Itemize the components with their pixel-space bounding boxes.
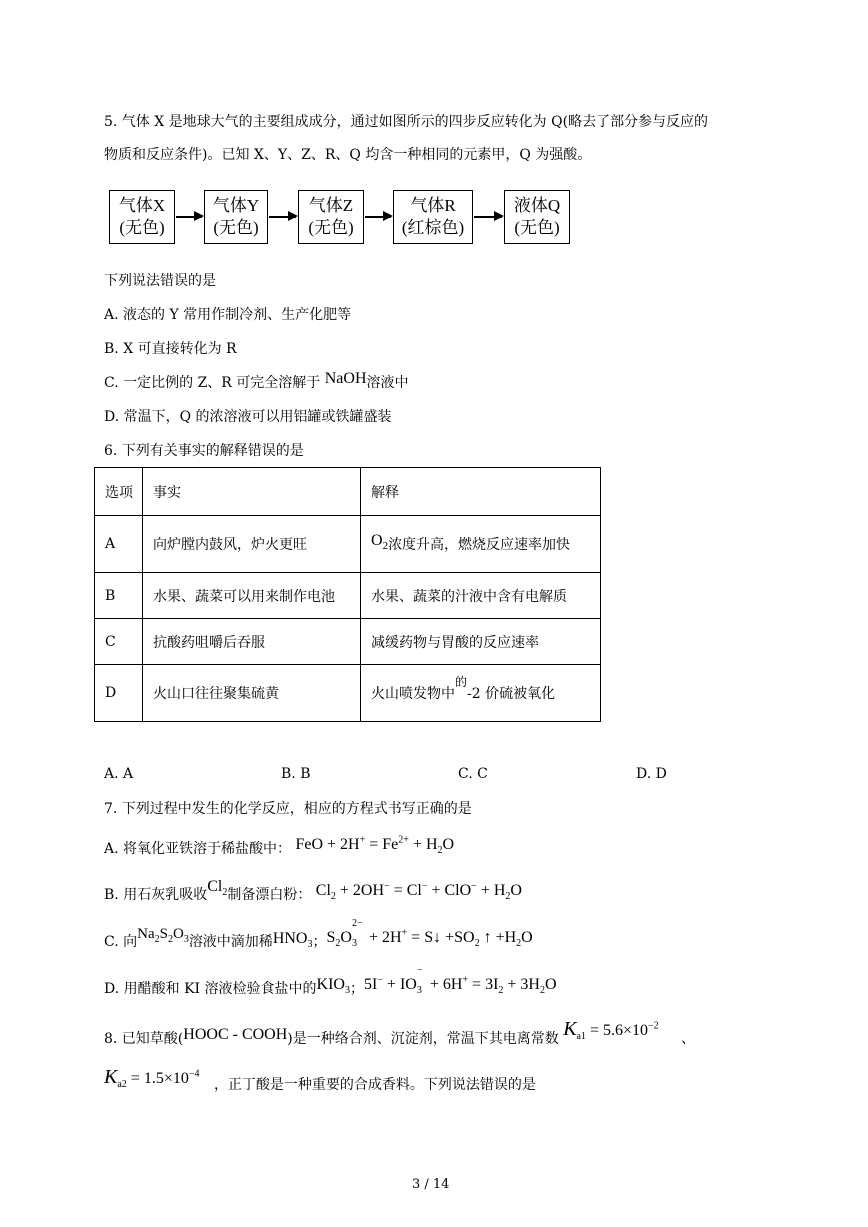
q5-question: 下列说法错误的是: [104, 273, 216, 289]
flow-box-color: (无色): [119, 218, 165, 237]
flow-box-r: [393, 190, 473, 244]
q7-option-c: [104, 918, 533, 951]
q7-option-a: [104, 834, 455, 858]
q6-option-b: B. B: [281, 766, 311, 782]
flow-arrow: [269, 216, 296, 218]
separator: ；: [312, 934, 327, 950]
table-row: [95, 573, 601, 619]
row-explanation: 减缓药物与胃酸的反应速率: [361, 619, 601, 665]
flow-arrow: [176, 216, 202, 218]
option-text: A. 将氧化亚铁溶于稀盐酸中：: [104, 841, 292, 857]
q7-option-b: [104, 878, 522, 904]
q5-option-d: D. 常温下，Q 的浓溶液可以用铝罐或铁罐盛装: [104, 409, 392, 425]
row-fact: 向炉膛内鼓风，炉火更旺: [143, 516, 361, 573]
equation-b: $Cl_2 + 2OH^- = Cl^- + ClO^- + H_2O$: [315, 880, 522, 903]
row-fact: 水果、蔬菜可以用来制作电池: [143, 573, 361, 619]
separator: ；: [349, 981, 364, 997]
option-text: 溶液中滴加稀: [188, 934, 273, 950]
option-text: C. 向: [104, 934, 138, 950]
q8-stem-line1: [104, 1018, 696, 1048]
flow-box-q: [504, 190, 570, 244]
flow-arrow: [365, 216, 391, 218]
row-key: A: [95, 516, 143, 573]
flow-box-label: 液体Q: [513, 196, 561, 215]
flow-box-label: 气体X: [118, 196, 166, 215]
explanation-superscript: 的: [455, 675, 468, 690]
flow-arrow: [474, 216, 502, 218]
header-explanation: 解释: [361, 468, 601, 516]
flow-box-label: 气体R: [410, 196, 456, 215]
stem-text: 8. 已知草酸(: [104, 1031, 184, 1047]
explanation-text: -2 价硫被氧化: [467, 686, 556, 702]
flow-box-color: (无色): [514, 218, 560, 237]
stem-text: )是一种络合剂、沉淀剂，常温下其电离常数: [287, 1031, 559, 1047]
page-number: 3 / 14: [412, 1177, 450, 1192]
header-option: 选项: [95, 468, 143, 516]
cl2-formula: $Cl_2$: [207, 878, 228, 899]
naoh-formula: NaOH: [324, 370, 367, 387]
ka2-expression: $K_{a2} = 1.5\times 10^{-4}$: [104, 1066, 200, 1091]
ka1-value: = 5.6×10: [590, 1022, 649, 1039]
flow-box-label: 气体Y: [212, 196, 260, 215]
q6-option-a: A. A: [104, 766, 134, 782]
row-explanation: [361, 665, 601, 722]
option-text: 溶液中: [366, 375, 409, 391]
q5-option-b: B. X 可直接转化为 R: [104, 341, 237, 357]
hno3-formula: $HNO_3$: [272, 930, 313, 951]
na2s2o3-formula: $Na_2S_2O_3$: [137, 926, 189, 945]
q6-stem: 6. 下列有关事实的解释错误的是: [104, 443, 304, 459]
row-key: C: [95, 619, 143, 665]
flow-box-label: 气体Z: [308, 196, 354, 215]
row-fact: 抗酸药咀嚼后吞服: [143, 619, 361, 665]
q6-option-c: C. C: [458, 766, 488, 782]
flow-box-y: [204, 190, 268, 244]
flow-box-color: (无色): [213, 218, 259, 237]
separator: 、: [681, 1031, 696, 1047]
q5-stem-line2: 物质和反应条件)。已知 X、Y、Z、R、Q 均含一种相同的元素甲，Q 为强酸。: [104, 147, 592, 163]
flow-box-color: (无色): [308, 218, 354, 237]
flow-box-x: [109, 190, 175, 244]
q5-option-a: A. 液态的 Y 常用作制冷剂、生产化肥等: [104, 307, 352, 323]
q5-option-c: [104, 370, 409, 392]
q6-option-d: D. D: [636, 766, 667, 782]
stem-text: ，正丁酸是一种重要的合成香料。下列说法错误的是: [213, 1077, 536, 1093]
equation-c: $S_2O$ $_{2- 3}$ + 2H+ = S↓ $+SO_2$ ↑ $+H_2O$: [326, 918, 533, 950]
o2-formula: O: [371, 532, 383, 549]
table-header-row: [95, 468, 601, 516]
ka1-exponent: −2: [648, 1020, 659, 1032]
row-explanation: [361, 516, 601, 573]
q7-option-d: [104, 965, 557, 998]
facts-table: [94, 467, 601, 722]
option-text: C. 一定比例的 Z、R 可完全溶解于: [104, 375, 321, 391]
explanation-text: 火山喷发物中: [371, 686, 455, 702]
row-key: B: [95, 573, 143, 619]
equation-d: 5I− + IO $_{- 3} + 6H^+ = 3I_2 + 3H_2O$: [363, 965, 557, 997]
ka1-expression: $K_{a1} = 5.6\times 10^{-2}$: [563, 1018, 659, 1043]
o2-subscript: 2: [382, 539, 389, 552]
flow-box-z: [298, 190, 364, 244]
row-fact: 火山口往往聚集硫黄: [143, 665, 361, 722]
option-text: 制备漂白粉：: [227, 887, 312, 903]
table-row: [95, 619, 601, 665]
oxalic-acid-formula: HOOC - COOH: [183, 1026, 288, 1043]
table-row: [95, 516, 601, 573]
table-row: [95, 665, 601, 722]
row-explanation: 水果、蔬菜的汁液中含有电解质: [361, 573, 601, 619]
q7-stem: 7. 下列过程中发生的化学反应，相应的方程式书写正确的是: [104, 801, 472, 817]
q8-stem-line2: [104, 1066, 536, 1094]
flow-box-color: (红棕色): [401, 218, 465, 237]
ka2-exponent: −4: [188, 1068, 200, 1080]
header-fact: 事实: [143, 468, 361, 516]
equation-a: FeO + $2H^+ = Fe^{2+} + H_2O$: [295, 834, 455, 857]
ka2-value: = 1.5×10: [130, 1070, 189, 1087]
explanation-text: 浓度升高，燃烧反应速率加快: [388, 537, 571, 553]
option-text: D. 用醋酸和 KI 溶液检验食盐中的: [104, 981, 317, 997]
option-text: B. 用石灰乳吸收: [104, 887, 208, 903]
q5-stem-line1: 5. 气体 X 是地球大气的主要组成成分，通过如图所示的四步反应转化为 Q(略去了部分参与反应的: [104, 114, 709, 130]
kio3-formula: $KIO_3$: [316, 976, 350, 997]
row-key: D: [95, 665, 143, 722]
